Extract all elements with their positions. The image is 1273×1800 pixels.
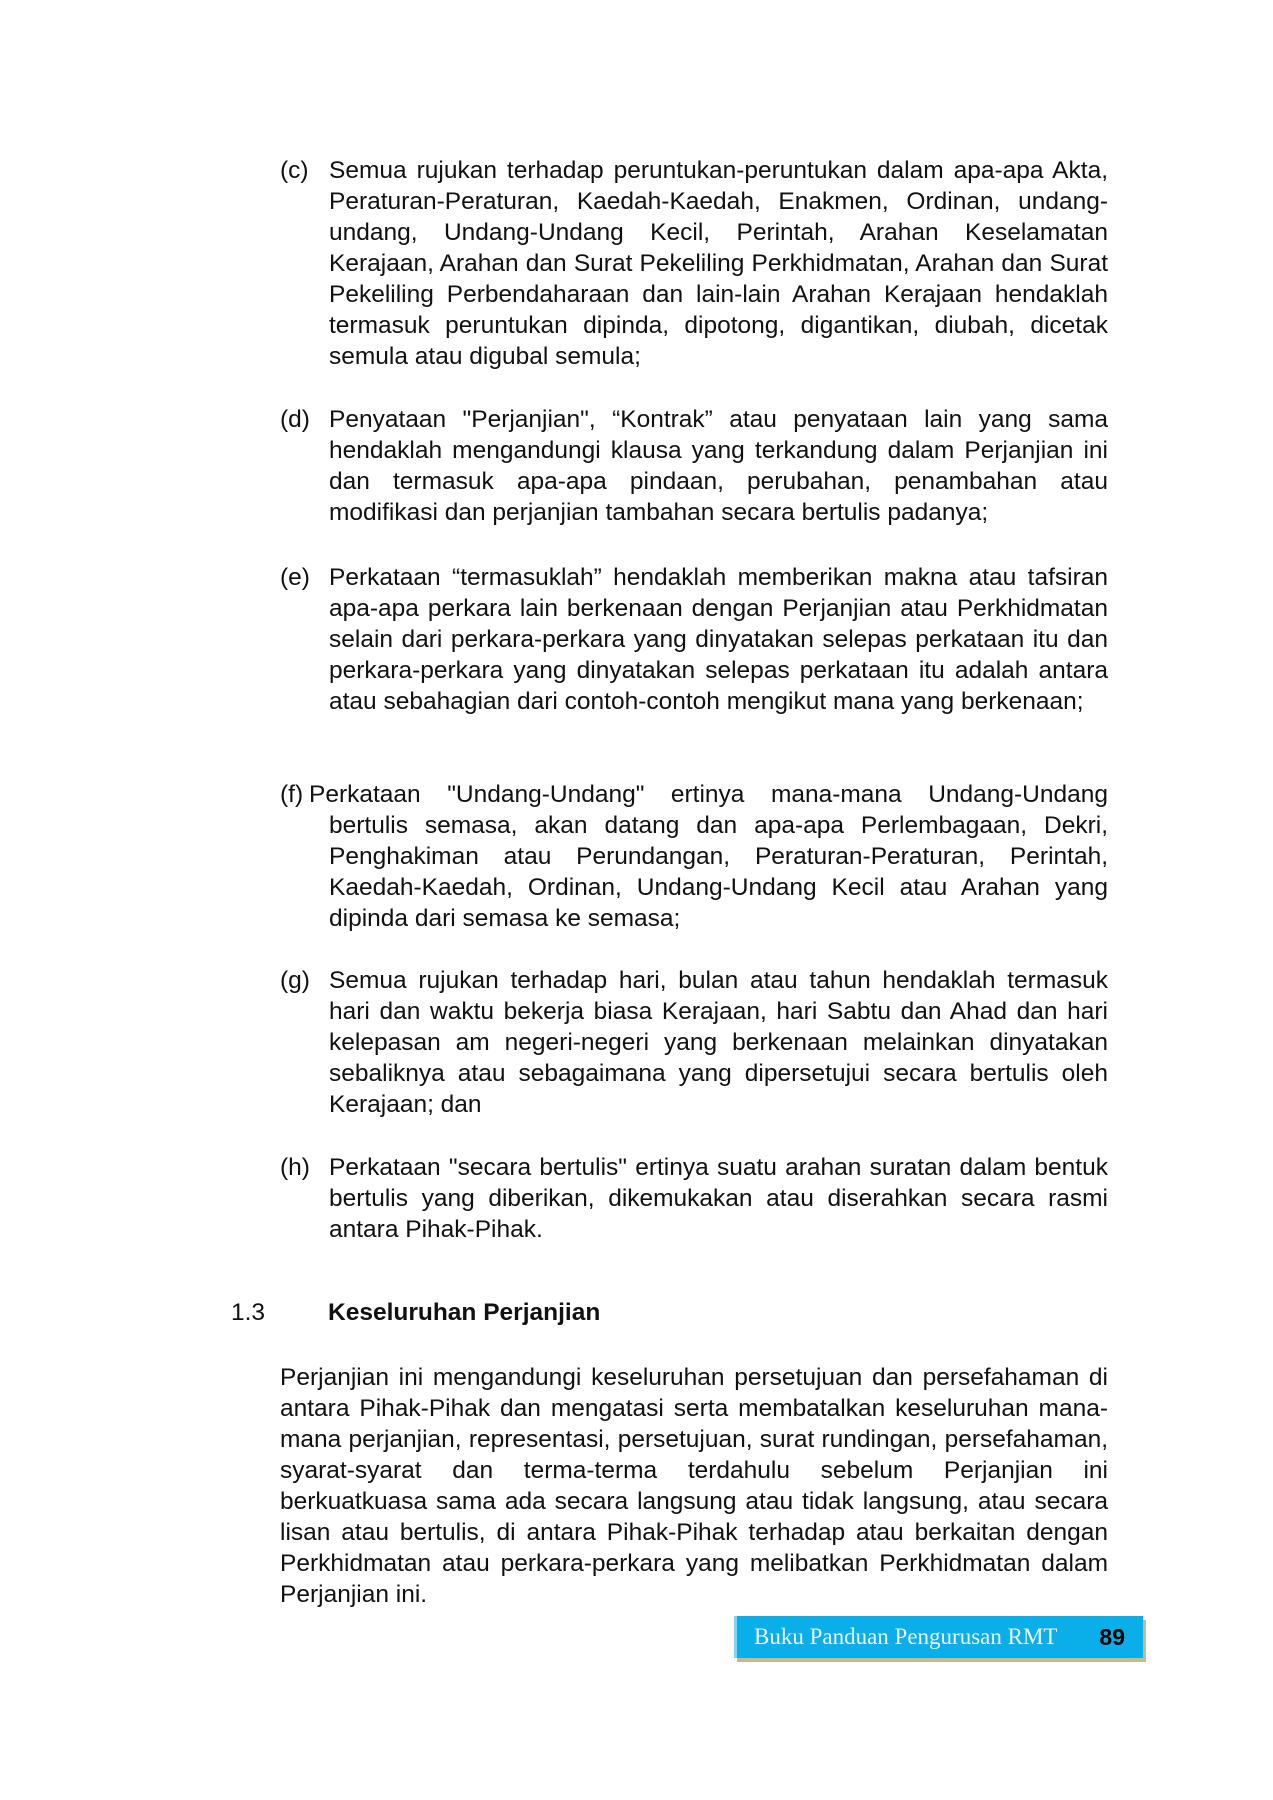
- clause-c: [280, 155, 1108, 372]
- clause-text: Perkataan "Undang-Undang" ertinya mana-mana Undang-Undang bertulis semasa, akan datang dan apa-apa Perlembagaan, Dekri, Penghakiman atau Perundangan, Peraturan-Peraturan, Perintah, Kaedah-Kaedah, Ordinan, Undang-Undang Kecil atau Arahan yang dipinda dari semasa ke semasa;: [309, 781, 1108, 932]
- clause-text: Semua rujukan terhadap peruntukan-peruntukan dalam apa-apa Akta, Peraturan-Peraturan, Kaedah-Kaedah, Enakmen, Ordinan, undang-undang, Undang-Undang Kecil, Perintah, Arahan Keselamatan Kerajaan, Arahan dan Surat Pekeliling Perkhidmatan, Arahan dan Surat Pekeliling Perbendaharaan dan lain-lain Arahan Kerajaan hendaklah termasuk peruntukan dipinda, dipotong, digantikan, diubah, dicetak semula atau digubal semula;: [329, 157, 1108, 370]
- section-paragraph: Perjanjian ini mengandungi keseluruhan persetujuan dan persefahaman di antara Pihak-Pihak dan mengatasi serta membatalkan keseluruhan mana-mana perjanjian, representasi, persetujuan, surat rundingan, persefahaman, syarat-syarat dan terma-terma terdahulu sebelum Perjanjian ini berkuatkuasa sama ada secara langsung atau tidak langsung, atau secara lisan atau bertulis, di antara Pihak-Pihak terhadap atau berkaitan dengan Perkhidmatan atau perkara-perkara yang melibatkan Perkhidmatan dalam Perjanjian ini.: [280, 1364, 1108, 1608]
- clause-text: Perkataan “termasuklah” hendaklah memberikan makna atau tafsiran apa-apa perkara lain berkenaan dengan Perjanjian atau Perkhidmatan selain dari perkara-perkara yang dinyatakan selepas perkataan itu dan perkara-perkara yang dinyatakan selepas perkataan itu adalah antara atau sebahagian dari contoh-contoh mengikut mana yang berkenaan;: [329, 564, 1108, 715]
- clause-d: [280, 404, 1108, 528]
- footer-banner: [734, 1616, 1143, 1658]
- footer-title: Buku Panduan Pengurusan RMT: [754, 1624, 1058, 1649]
- clause-label: (c): [280, 157, 309, 184]
- clause-label: (g): [280, 967, 310, 994]
- section-number: 1.3: [231, 1299, 266, 1326]
- clause-label: (e): [280, 564, 310, 591]
- clause-label: (f): [280, 781, 304, 808]
- clause-text: Perkataan "secara bertulis" ertinya suatu arahan suratan dalam bentuk bertulis yang diberikan, dikemukakan atau diserahkan secara rasmi antara Pihak-Pihak.: [329, 1154, 1108, 1243]
- clause-label: (d): [280, 406, 310, 433]
- clause-f: [280, 779, 1108, 934]
- clause-text: Semua rujukan terhadap hari, bulan atau tahun hendaklah termasuk hari dan waktu bekerja biasa Kerajaan, hari Sabtu dan Ahad dan hari kelepasan am negeri-negeri yang berkenaan melainkan dinyatakan sebaliknya atau sebagaimana yang dipersetujui secara bertulis oleh Kerajaan; dan: [329, 967, 1108, 1118]
- section-title: Keseluruhan Perjanjian: [328, 1299, 601, 1326]
- clause-text: Penyataan "Perjanjian", “Kontrak” atau penyataan lain yang sama hendaklah mengandungi klausa yang terkandung dalam Perjanjian ini dan termasuk apa-apa pindaan, perubahan, penambahan atau modifikasi dan perjanjian tambahan secara bertulis padanya;: [329, 406, 1108, 526]
- clause-e: [280, 562, 1108, 717]
- clause-h: [280, 1152, 1108, 1245]
- page-number: 89: [1099, 1624, 1125, 1650]
- clause-label: (h): [280, 1154, 310, 1181]
- clause-g: [280, 965, 1108, 1120]
